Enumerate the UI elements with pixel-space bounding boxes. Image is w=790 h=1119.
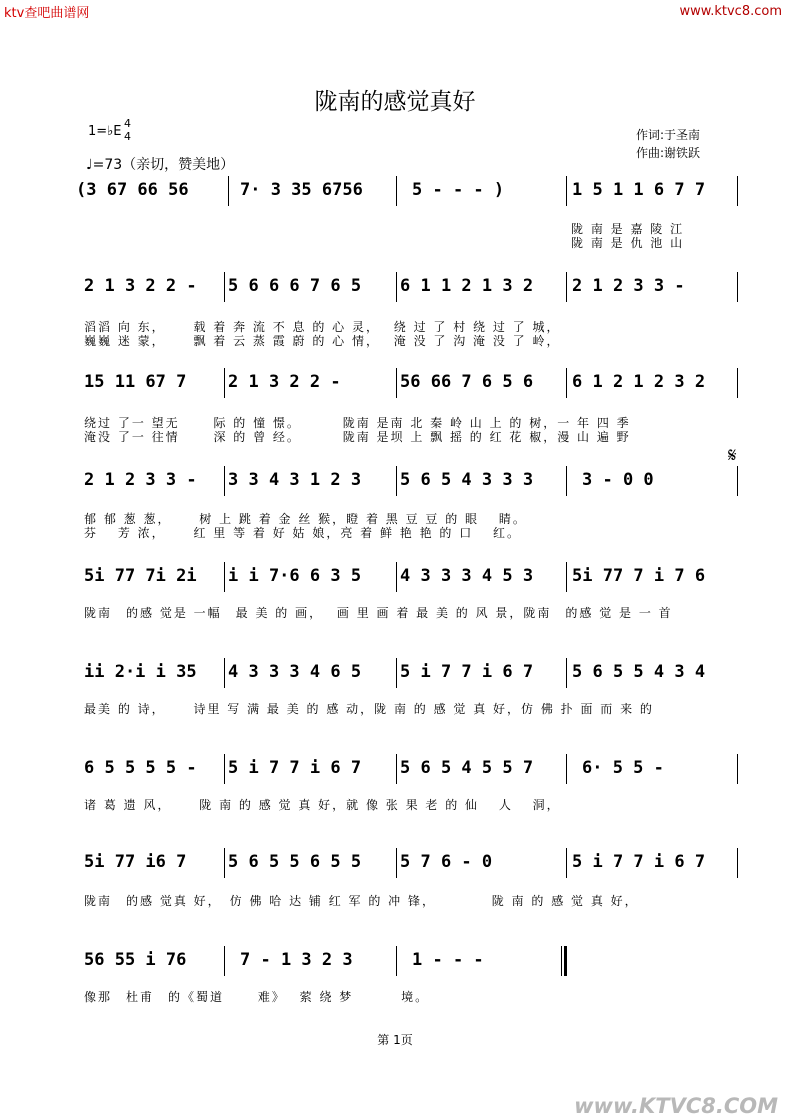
measure: 6 5 5 5 5 -	[84, 758, 197, 778]
measure: 5 i 7 7 i 6 7	[228, 758, 362, 778]
time-signature	[124, 117, 131, 143]
barline	[396, 946, 397, 976]
lyric-line-1: 陇 南 是 嘉 陵 江	[571, 222, 685, 236]
lyric-line-2: 芬 芳 浓， 红 里 等 着 好 姑 娘，亮 着 鲜 艳 艳 的 口 红。	[84, 526, 522, 540]
barline	[396, 754, 397, 784]
barline	[566, 848, 567, 878]
lyric-line-1: 最美 的 诗， 诗里 写 满 最 美 的 感 动，陇 南 的 感 觉 真 好，仿 佛 扑 面 而 来 的	[84, 702, 654, 716]
lyric-line-1: 滔滔 向 东， 载 着 奔 流 不 息 的 心 灵， 绕 过 了 村 绕 过 了 城，	[84, 320, 561, 334]
barline	[396, 466, 397, 496]
watermark-top-right: www.ktvc8.com	[679, 4, 782, 19]
barline	[224, 562, 225, 592]
measures-row	[76, 662, 736, 686]
measure: 2 1 3 2 2 -	[228, 372, 341, 392]
barline	[224, 466, 225, 496]
barline	[228, 176, 229, 206]
barline	[566, 368, 567, 398]
measure: 5i 77 7i 2i	[84, 566, 197, 586]
barline	[396, 368, 397, 398]
song-title: 陇南的感觉真好	[314, 89, 476, 115]
measure: 5 7 6 - 0	[400, 852, 493, 872]
measure: 5 i 7 7 i 6 7	[572, 852, 706, 872]
barline	[566, 658, 567, 688]
key-signature: 1=♭E	[88, 124, 122, 139]
barline	[566, 466, 567, 496]
barline	[737, 368, 738, 398]
tempo-marking: ♩=73（亲切，赞美地）	[86, 157, 235, 173]
barline	[566, 754, 567, 784]
segno-sign: 𝄋	[728, 443, 737, 467]
measure: 1 5 1 1 6 7 7	[572, 180, 706, 200]
measure: 3 - 0 0	[582, 470, 654, 490]
lyric-line-2: 淹没 了一 往情 深 的 曾 经。 陇南 是坝 上 飘 摇 的 红 花 椒，漫 山 遍 野	[84, 430, 631, 444]
measure: 6 1 1 2 1 3 2	[400, 276, 534, 296]
measures-row	[76, 470, 736, 494]
measure: 5 6 5 5 6 5 5	[228, 852, 362, 872]
barline	[566, 562, 567, 592]
barline	[224, 368, 225, 398]
measure: 56 55 i 76	[84, 950, 187, 970]
lyric-line-2: 陇 南 是 仇 池 山	[571, 236, 685, 250]
time-signature-top: 4	[124, 117, 131, 130]
barline	[396, 176, 397, 206]
measures-row	[76, 372, 736, 396]
measure: 6 1 2 1 2 3 2	[572, 372, 706, 392]
measures-row	[76, 950, 736, 974]
measures-row	[76, 180, 736, 204]
measure: 3 3 4 3 1 2 3	[228, 470, 362, 490]
lyric-line-1: 诸 葛 遗 风， 陇 南 的 感 觉 真 好，就 像 张 果 老 的 仙 人 洞，	[84, 798, 561, 812]
barline	[224, 848, 225, 878]
lyricist-credit: 作词:于圣南	[636, 128, 701, 142]
barline	[737, 754, 738, 784]
measure: 7· 3 35 6756	[240, 180, 363, 200]
lyric-line-1: 陇南 的感 觉是 一幅 最 美 的 画， 画 里 画 着 最 美 的 风 景，陇南 的感 觉 是 一 首	[84, 606, 673, 620]
watermark-top-left: ktv查吧曲谱网	[4, 6, 90, 21]
measures-row	[76, 566, 736, 590]
barline	[396, 848, 397, 878]
final-barline-thin	[561, 946, 562, 976]
page-number: 第 1页	[377, 1033, 413, 1047]
measure: 5 6 6 6 7 6 5	[228, 276, 362, 296]
lyric-line-1: 陇南 的感 觉真 好， 仿 佛 哈 达 铺 红 军 的 冲 锋， 陇 南 的 感 觉 真 好，	[84, 894, 639, 908]
barline	[566, 272, 567, 302]
barline	[224, 272, 225, 302]
measure: 5 i 7 7 i 6 7	[400, 662, 534, 682]
barline	[224, 658, 225, 688]
measure: 4 3 3 3 4 6 5	[228, 662, 362, 682]
barline	[737, 466, 738, 496]
measure: 1 - - -	[412, 950, 484, 970]
barline	[224, 946, 225, 976]
measure: 15 11 67 7	[84, 372, 187, 392]
time-signature-bottom: 4	[124, 130, 131, 143]
measures-row	[76, 276, 736, 300]
barline	[737, 176, 738, 206]
final-barline-thick	[564, 946, 567, 976]
measure: 56 66 7 6 5 6	[400, 372, 534, 392]
measure: 7 - 1 3 2 3	[240, 950, 353, 970]
barline	[396, 562, 397, 592]
measure: 5 6 5 5 4 3 4	[572, 662, 706, 682]
lyric-line-1: 绕过 了一 望无 际 的 憧 憬。 陇南 是南 北 秦 岭 山 上 的 树，一 年 四 季	[84, 416, 631, 430]
barline	[224, 754, 225, 784]
lyric-line-1: 郁 郁 葱 葱， 树 上 跳 着 金 丝 猴，瞪 着 黑 豆 豆 的 眼 睛。	[84, 512, 527, 526]
measure: 6· 5 5 -	[582, 758, 664, 778]
barline	[396, 272, 397, 302]
measure: i i 7·6 6 3 5	[228, 566, 362, 586]
measure: 2 1 2 3 3 -	[572, 276, 685, 296]
composer-credit: 作曲:谢铁跃	[636, 146, 701, 160]
measure: 5i 77 i6 7	[84, 852, 187, 872]
measure: 4 3 3 3 4 5 3	[400, 566, 534, 586]
watermark-bottom-right: www.KTVC8.COM	[574, 1094, 778, 1118]
measure: 5i 77 7 i 7 6	[572, 566, 706, 586]
measure: 5 6 5 4 5 5 7	[400, 758, 534, 778]
measures-row	[76, 852, 736, 876]
measure: ii 2·i i 35	[84, 662, 197, 682]
measure: 2 1 2 3 3 -	[84, 470, 197, 490]
lyric-line-1: 像那 杜甫 的《蜀道 难》 萦 绕 梦 境。	[84, 990, 430, 1004]
measures-row	[76, 758, 736, 782]
measure: 5 - - - )	[412, 180, 505, 200]
barline	[566, 176, 567, 206]
measure: 2 1 3 2 2 -	[84, 276, 197, 296]
barline	[396, 658, 397, 688]
lyric-line-2: 巍巍 迷 蒙， 飘 着 云 蒸 霞 蔚 的 心 情， 淹 没 了 沟 淹 没 了 岭，	[84, 334, 561, 348]
measure: 5 6 5 4 3 3 3	[400, 470, 534, 490]
barline	[737, 272, 738, 302]
measure: (3 67 66 56	[76, 180, 189, 200]
barline	[737, 848, 738, 878]
